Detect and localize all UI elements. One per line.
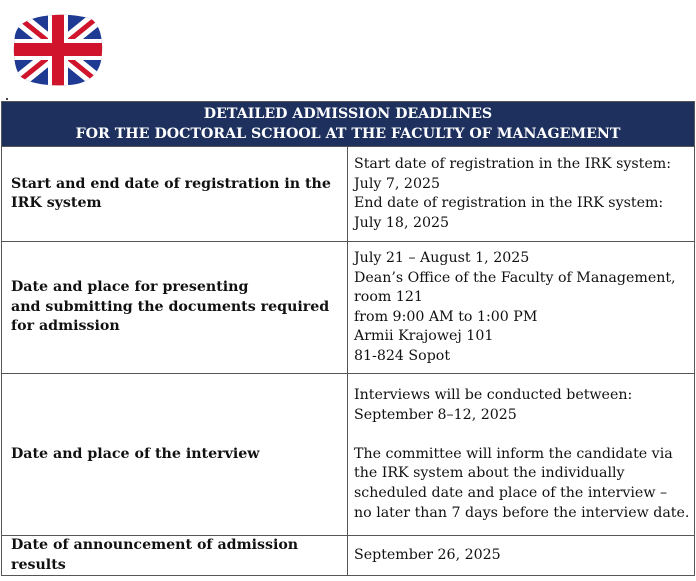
row-value-registration <box>348 147 695 242</box>
stray-dot <box>6 98 8 100</box>
value-line: July 18, 2025 <box>354 214 450 231</box>
label-line: for admission <box>11 318 120 335</box>
row-value-documents <box>348 242 695 374</box>
label-line: Date and place for presenting <box>11 279 249 296</box>
table-header-line-1: DETAILED ADMISSION DEADLINES <box>203 106 493 122</box>
table-row <box>2 147 695 242</box>
row-label-documents <box>2 242 348 374</box>
value-line: End date of registration in the IRK system: <box>354 195 664 212</box>
label-line: and submitting the documents required <box>11 298 330 315</box>
value-line: Dean’s Office of the Faculty of Management, <box>354 269 676 286</box>
table-row <box>2 242 695 374</box>
value-line: September 8–12, 2025 <box>354 406 517 423</box>
value-line: 81-824 Sopot <box>354 347 451 364</box>
value-line: no later than 7 days before the interview date. <box>354 504 690 521</box>
table-header-line-2: FOR THE DOCTORAL SCHOOL AT THE FACULTY OF MANAGEMENT <box>75 125 621 142</box>
row-value-interview <box>348 374 695 536</box>
row-label-results: Date of announcement of admission results <box>2 536 348 576</box>
value-line: Interviews will be conducted between: <box>354 387 633 404</box>
table-row <box>2 536 695 576</box>
value-line: Armii Krajowej 101 <box>354 328 494 345</box>
value-line: September 26, 2025 <box>354 546 501 563</box>
table-header <box>2 102 695 147</box>
row-value-results <box>348 536 695 576</box>
admission-deadlines-table <box>1 101 695 576</box>
value-line: The committee will inform the candidate via <box>354 445 673 462</box>
value-line-blank <box>354 425 688 445</box>
value-line: July 7, 2025 <box>354 175 441 192</box>
value-line: room 121 <box>354 289 423 306</box>
table-row <box>2 374 695 536</box>
uk-flag-icon <box>13 13 103 86</box>
value-line: July 21 – August 1, 2025 <box>354 249 530 266</box>
row-label-interview: Date and place of the interview <box>2 374 348 536</box>
value-line: from 9:00 AM to 1:00 PM <box>354 308 538 325</box>
value-line: the IRK system about the individually <box>354 465 625 482</box>
value-line: Start date of registration in the IRK system: <box>354 156 672 172</box>
row-label-registration: Start and end date of registration in the IRK system <box>2 147 348 242</box>
value-line: scheduled date and place of the interview – <box>354 485 668 502</box>
